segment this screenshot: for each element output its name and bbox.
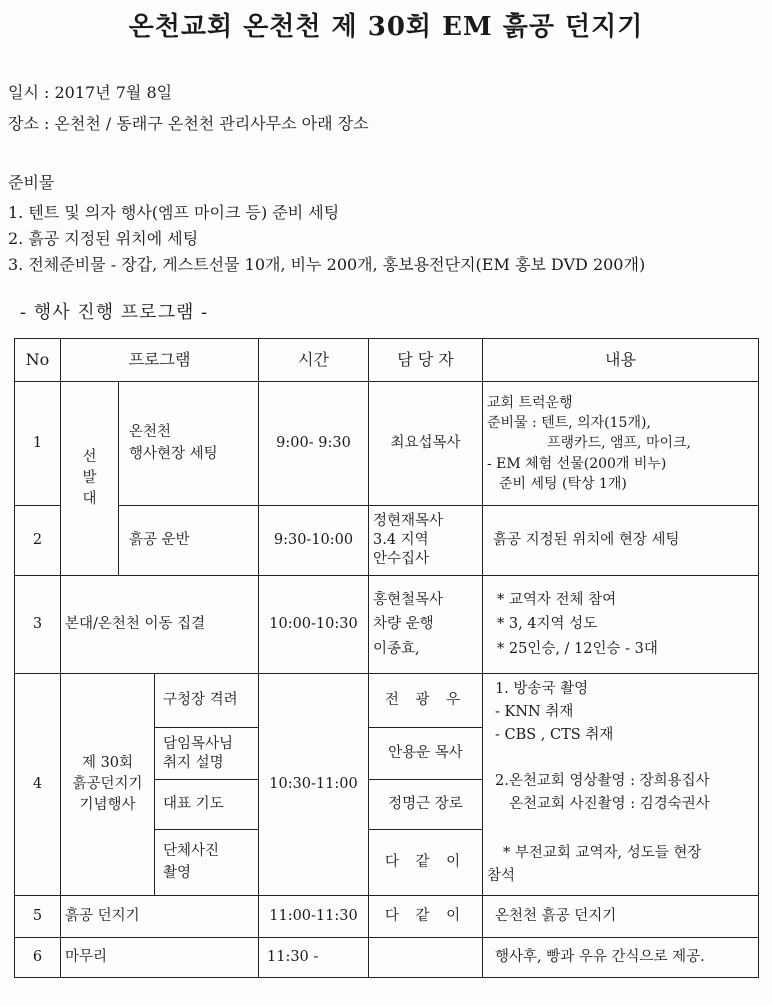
row3-person xyxy=(369,576,483,674)
table-header-row xyxy=(15,339,759,382)
advance-group-char: 대 xyxy=(82,491,97,507)
row4-sub3-program xyxy=(155,780,259,830)
row4-sub3-program-line: 대표 기도 xyxy=(163,795,224,812)
row4-no: 4 xyxy=(15,674,61,896)
row5-time: 11:00-11:30 xyxy=(259,896,369,938)
row1-time: 9:00- 9:30 xyxy=(259,382,369,506)
row1-no: 1 xyxy=(15,382,61,506)
row2-time: 9:30-10:00 xyxy=(259,506,369,576)
row3-no: 3 xyxy=(15,576,61,674)
row6-content: 행사후, 빵과 우유 간식으로 제공. xyxy=(483,938,759,978)
row6-time: 11:30 - xyxy=(259,938,369,978)
event-place: 장소 : 온천천 / 동래구 온천천 관리사무소 아래 장소 xyxy=(8,114,369,133)
prep-item-1: 1. 텐트 및 의자 행사(엠프 마이크 등) 준비 세팅 xyxy=(8,203,340,222)
row2-program: 흙공 운반 xyxy=(119,506,259,576)
row4-group xyxy=(61,674,155,896)
row4-content-spacer xyxy=(495,816,754,842)
row4-group-line: 제 30회 xyxy=(81,754,134,771)
prep-item-2: 2. 흙공 지정된 위치에 세팅 xyxy=(8,229,199,248)
row4-sub4-person: 다 같 이 xyxy=(369,830,483,896)
row2-person-line: 3.4 지역 xyxy=(373,532,429,549)
row4-sub2-person: 안용운 목사 xyxy=(369,728,483,780)
row3-person-line: 이종효, xyxy=(373,640,420,657)
row4-content-line: - CBS , CTS 취재 xyxy=(495,727,614,744)
row5-program: 흙공 던지기 xyxy=(61,896,259,938)
row4-content-line: 온천교회 사진촬영 : 김경숙권사 xyxy=(509,795,710,812)
row5-content: 온천천 흙공 던지기 xyxy=(483,896,759,938)
event-date: 일시 : 2017년 7월 8일 xyxy=(8,83,173,102)
row6-person xyxy=(369,938,483,978)
row6-program: 마무리 xyxy=(61,938,259,978)
row4-content-spacer xyxy=(495,748,754,770)
row4-sub2-program-line: 담임목사님 xyxy=(163,735,234,752)
row3-content-line: * 3, 4지역 성도 xyxy=(497,616,598,633)
row4-sub4-program xyxy=(155,830,259,896)
row1-content-line: - EM 체험 선물(200개 비누) xyxy=(487,455,667,472)
row4-sub4-program-line: 단체사진 xyxy=(163,843,220,860)
row4-sub1-program-line: 구청장 격려 xyxy=(163,691,238,708)
advance-group-char: 발 xyxy=(82,469,97,486)
table-row xyxy=(15,382,759,506)
table-row xyxy=(15,938,759,978)
row2-no: 2 xyxy=(15,506,61,576)
table-row xyxy=(15,576,759,674)
row3-time: 10:00-10:30 xyxy=(259,576,369,674)
program-heading: - 행사 진행 프로그램 - xyxy=(20,302,209,323)
row1-content-line: 준비 세팅 (탁상 1개) xyxy=(499,475,627,492)
table-row xyxy=(15,896,759,938)
header-time: 시간 xyxy=(259,339,369,382)
row4-content-line: 참석 xyxy=(487,868,516,885)
row3-content-line: * 교역자 전체 참여 xyxy=(497,591,617,608)
row1-program-line: 온천천 xyxy=(129,424,172,441)
header-no: No xyxy=(15,339,61,382)
row3-person-line: 홍현철목사 xyxy=(373,591,444,608)
row4-content xyxy=(483,674,759,896)
row4-sub2-program-line: 취지 설명 xyxy=(163,754,224,771)
row4-content-line: 1. 방송국 촬영 xyxy=(495,681,589,697)
row1-program xyxy=(119,382,259,506)
row1-person: 최요섭목사 xyxy=(369,382,483,506)
advance-group-label xyxy=(61,382,119,576)
row3-person-line: 차량 운행 xyxy=(373,616,434,633)
document-title: 온천교회 온천천 제 30회 EM 흙공 던지기 xyxy=(128,12,644,42)
row4-sub2-program xyxy=(155,728,259,780)
row5-no: 5 xyxy=(15,896,61,938)
row2-content: 흙공 지정된 위치에 현장 세팅 xyxy=(483,506,759,576)
row2-person-line: 정현재목사 xyxy=(373,513,444,530)
row4-time: 10:30-11:00 xyxy=(259,674,369,896)
row1-program-line: 행사현장 세팅 xyxy=(129,445,218,462)
header-person: 담 당 자 xyxy=(369,339,483,382)
advance-group-char: 선 xyxy=(82,448,97,465)
row1-content xyxy=(483,382,759,506)
row2-person xyxy=(369,506,483,576)
table-row xyxy=(15,674,759,728)
row4-sub1-person: 전 광 우 xyxy=(369,674,483,728)
row4-group-line: 기념행사 xyxy=(79,797,136,813)
row3-content-line: * 25인승, / 12인승 - 3대 xyxy=(497,640,658,657)
row3-content xyxy=(483,576,759,674)
program-table-body xyxy=(14,338,759,978)
row6-no: 6 xyxy=(15,938,61,978)
row4-sub4-program-line: 촬영 xyxy=(163,864,192,881)
header-program: 프로그램 xyxy=(61,339,259,382)
row4-content-line: - KNN 취재 xyxy=(495,704,574,721)
prep-heading: 준비물 xyxy=(8,173,55,192)
table-row xyxy=(15,506,759,576)
row4-content-line: 2.온천교회 영상촬영 : 장희용집사 xyxy=(495,772,710,789)
row5-person: 다 같 이 xyxy=(369,896,483,938)
row4-sub1-program xyxy=(155,674,259,728)
row3-program: 본대/온천천 이동 집결 xyxy=(61,576,259,674)
row2-person-line: 안수집사 xyxy=(373,550,430,567)
row1-content-line: 프랭카드, 앰프, 마이크, xyxy=(547,435,691,452)
header-content: 내용 xyxy=(483,339,759,382)
row1-content-line: 교회 트럭운행 xyxy=(487,394,573,411)
row4-sub3-person: 정명근 장로 xyxy=(369,780,483,830)
row1-content-line: 준비물 : 텐트, 의자(15개), xyxy=(487,415,651,432)
prep-item-3: 3. 전체준비물 - 장갑, 게스트선물 10개, 비누 200개, 홍보용전단지(EM 홍보 DVD 200개) xyxy=(8,255,646,274)
row4-group-line: 흙공던지기 xyxy=(72,775,143,792)
row4-content-line: * 부전교회 교역자, 성도들 현장 xyxy=(503,844,702,861)
